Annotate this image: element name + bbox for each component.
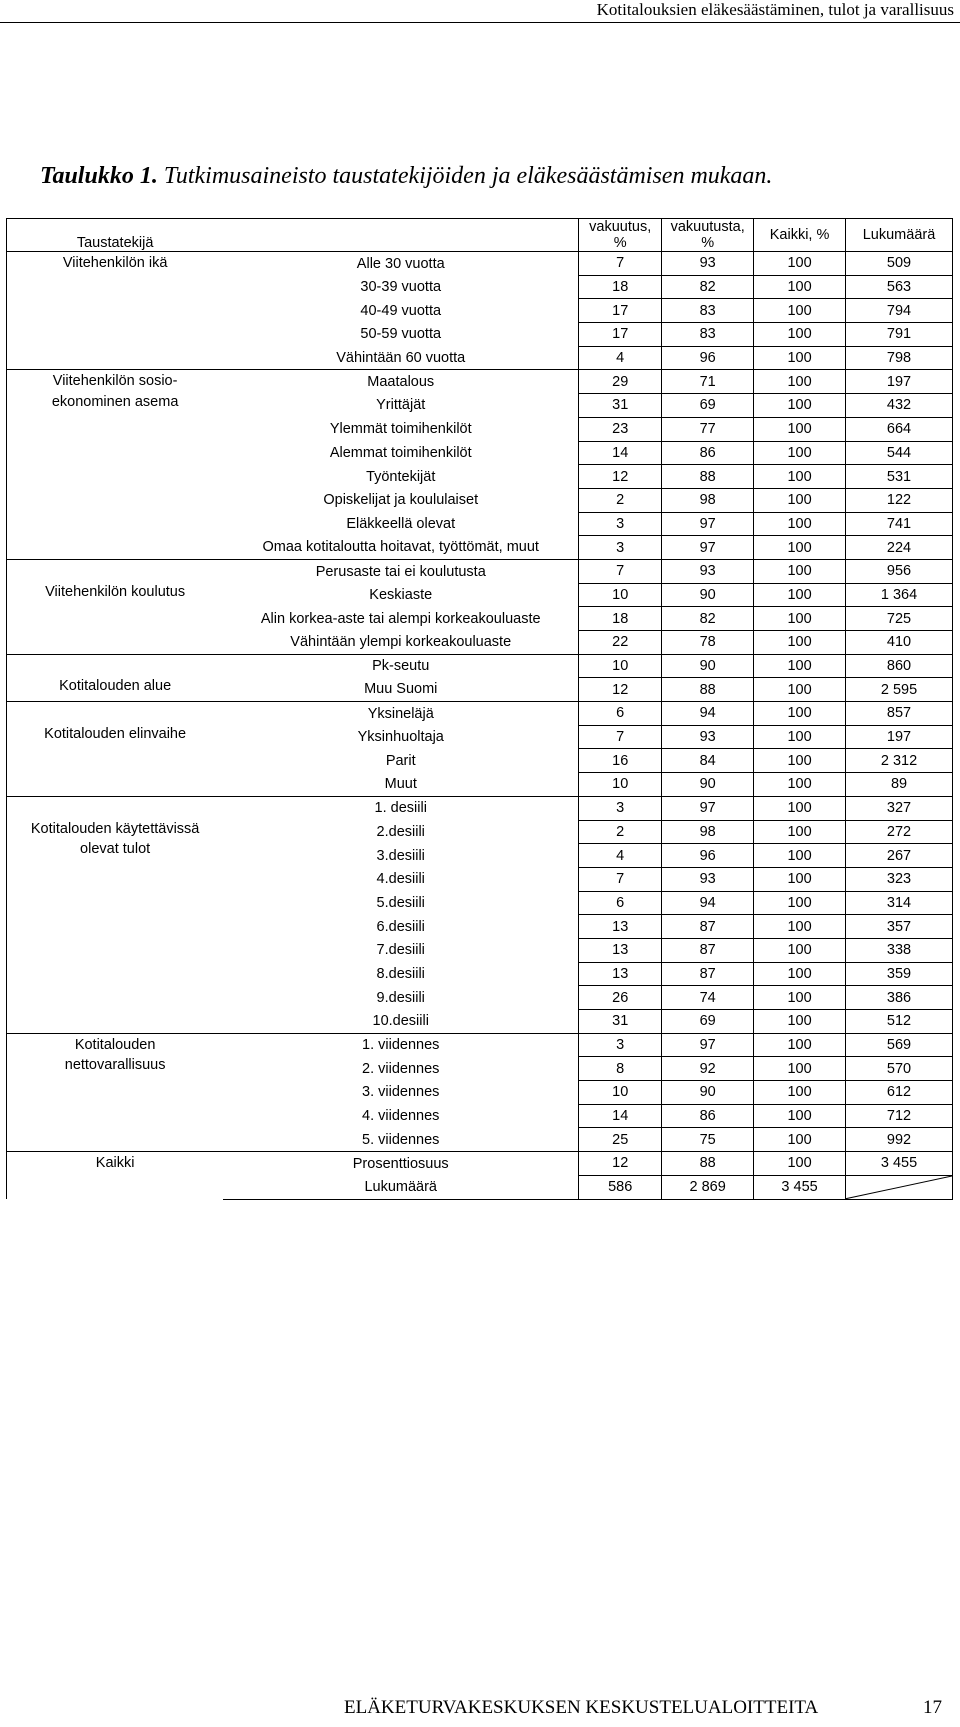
- data-table: [6, 218, 953, 1200]
- value-insured: 14: [579, 441, 662, 465]
- value-insured: 14: [579, 1104, 662, 1128]
- group-label-line: [7, 658, 223, 679]
- row-category: Yrittäjät: [376, 397, 426, 414]
- group-label-line: [7, 800, 223, 821]
- group-label: [7, 370, 224, 560]
- row-category: 1. desiili: [223, 796, 578, 820]
- group-label: [7, 654, 224, 701]
- header-not-insured-line2: %: [701, 235, 715, 251]
- value-not-insured: 94: [662, 702, 754, 726]
- count-category: Lukumäärä: [223, 1175, 578, 1199]
- value-total: 100: [754, 1081, 846, 1105]
- header-insured: [579, 219, 662, 252]
- value-count: 791: [846, 323, 953, 347]
- value-insured: 31: [579, 394, 662, 418]
- group-label-line: Kotitalouden käytettävissä: [30, 820, 200, 837]
- header-group: Taustatekijä: [7, 219, 224, 252]
- value-total: 100: [754, 607, 846, 631]
- value-count: 725: [846, 607, 953, 631]
- table-caption: [40, 163, 772, 190]
- row-category: Perusaste tai ei koulutusta: [223, 559, 578, 583]
- value-not-insured: 97: [662, 1033, 754, 1057]
- value-total: 100: [754, 773, 846, 797]
- value-count: 570: [846, 1057, 953, 1081]
- value-not-insured: 69: [662, 1010, 754, 1034]
- row-category: Yksinhuoltaja: [357, 729, 444, 746]
- empty-diagonal-cell: [846, 1175, 953, 1199]
- value-insured: 13: [579, 915, 662, 939]
- value-count: 89: [846, 773, 953, 797]
- group-label: [7, 702, 224, 797]
- row-category: 10.desiili: [372, 1013, 429, 1030]
- value-insured: 18: [579, 275, 662, 299]
- value-count: 359: [846, 962, 953, 986]
- value-not-insured: 98: [662, 488, 754, 512]
- header-total: Kaikki, %: [754, 219, 846, 252]
- group-label-line: [7, 563, 223, 584]
- value-insured: 18: [579, 607, 662, 631]
- value-count: 563: [846, 275, 953, 299]
- group-label-line: Viitehenkilön ikä: [62, 255, 168, 271]
- value-count: 794: [846, 299, 953, 323]
- group-label-line: Kotitalouden elinvaihe: [44, 725, 187, 742]
- value-count: 267: [846, 844, 953, 868]
- value-not-insured: 86: [662, 441, 754, 465]
- value-insured: 8: [579, 1057, 662, 1081]
- row-category: Omaa kotitaloutta hoitavat, työttömät, muut: [262, 539, 539, 556]
- value-count: 410: [846, 631, 953, 655]
- value-not-insured: 90: [662, 1081, 754, 1105]
- row-category: 6.desiili: [376, 918, 425, 935]
- value-count: 569: [846, 1033, 953, 1057]
- header-insured-line1: vakuutus,: [589, 219, 652, 235]
- value-count: 741: [846, 512, 953, 536]
- row-category: 3.desiili: [376, 847, 425, 864]
- value-not-insured: 92: [662, 1057, 754, 1081]
- value-count: 531: [846, 465, 953, 489]
- value-not-insured: 74: [662, 986, 754, 1010]
- value-insured: 3: [579, 512, 662, 536]
- row-category: Parit: [385, 752, 416, 769]
- value-insured: 2: [579, 820, 662, 844]
- row-category: Eläkkeellä olevat: [346, 515, 456, 532]
- value-total: 100: [754, 986, 846, 1010]
- row-category: Muu Suomi: [364, 681, 438, 698]
- value-count: 544: [846, 441, 953, 465]
- value-count: 1 364: [846, 583, 953, 607]
- group-label-line: Viitehenkilön koulutus: [45, 583, 186, 600]
- value-count: 612: [846, 1081, 953, 1105]
- diagonal-line: [846, 1176, 952, 1199]
- value-not-insured: 87: [662, 962, 754, 986]
- value-not-insured: 83: [662, 299, 754, 323]
- total-percent-row: [7, 1152, 953, 1176]
- value-count: 122: [846, 488, 953, 512]
- value-total: 100: [754, 536, 846, 560]
- value-count: 197: [846, 725, 953, 749]
- value-count: 956: [846, 559, 953, 583]
- value-not-insured: 84: [662, 749, 754, 773]
- page-number: 17: [923, 1697, 942, 1718]
- total-total: 100: [754, 1152, 846, 1176]
- group-label: [7, 559, 224, 654]
- row-category: 5. viidennes: [362, 1131, 440, 1148]
- value-insured: 4: [579, 346, 662, 370]
- header-insured-line2: %: [613, 235, 627, 251]
- value-total: 100: [754, 844, 846, 868]
- value-not-insured: 93: [662, 559, 754, 583]
- value-insured: 3: [579, 796, 662, 820]
- value-not-insured: 96: [662, 346, 754, 370]
- value-count: 327: [846, 796, 953, 820]
- group-label: [7, 252, 224, 370]
- value-count: 338: [846, 938, 953, 962]
- value-insured: 7: [579, 252, 662, 276]
- group-label-line: Kotitalouden: [74, 1036, 156, 1053]
- row-category: Maatalous: [223, 370, 578, 394]
- value-insured: 10: [579, 583, 662, 607]
- group-label-line: nettovarallisuus: [64, 1057, 166, 1074]
- value-insured: 17: [579, 323, 662, 347]
- value-total: 100: [754, 796, 846, 820]
- value-total: 100: [754, 1104, 846, 1128]
- value-not-insured: 75: [662, 1128, 754, 1152]
- row-category: Pk-seutu: [223, 654, 578, 678]
- row-category: 4. viidennes: [362, 1108, 440, 1125]
- table-row: [7, 796, 953, 820]
- value-total: 100: [754, 323, 846, 347]
- row-category: 50-59 vuotta: [360, 326, 442, 343]
- value-total: 100: [754, 867, 846, 891]
- value-total: 100: [754, 1010, 846, 1034]
- value-not-insured: 93: [662, 867, 754, 891]
- value-total: 100: [754, 1057, 846, 1081]
- header-row: [7, 219, 953, 252]
- value-insured: 13: [579, 938, 662, 962]
- row-category: Muut: [384, 776, 417, 793]
- value-not-insured: 82: [662, 607, 754, 631]
- row-category: 1. viidennes: [223, 1033, 578, 1057]
- value-insured: 3: [579, 1033, 662, 1057]
- value-insured: 10: [579, 1081, 662, 1105]
- value-not-insured: 90: [662, 583, 754, 607]
- value-not-insured: 97: [662, 796, 754, 820]
- value-insured: 6: [579, 891, 662, 915]
- value-insured: 22: [579, 631, 662, 655]
- value-total: 100: [754, 1128, 846, 1152]
- row-category: 8.desiili: [376, 965, 425, 982]
- value-total: 100: [754, 654, 846, 678]
- value-count: 512: [846, 1010, 953, 1034]
- value-not-insured: 77: [662, 417, 754, 441]
- value-not-insured: 86: [662, 1104, 754, 1128]
- value-count: 860: [846, 654, 953, 678]
- value-total: 100: [754, 417, 846, 441]
- value-insured: 6: [579, 702, 662, 726]
- group-label: [7, 796, 224, 1033]
- row-category: Vähintään ylempi korkeakouluaste: [290, 634, 512, 651]
- footer-publisher: ELÄKETURVAKESKUKSEN KESKUSTELUALOITTEITA: [344, 1697, 819, 1718]
- value-not-insured: 94: [662, 891, 754, 915]
- row-category: 4.desiili: [376, 871, 425, 888]
- value-total: 100: [754, 370, 846, 394]
- count-insured: 586: [579, 1175, 662, 1199]
- value-total: 100: [754, 394, 846, 418]
- value-count: 432: [846, 394, 953, 418]
- row-category: 3. viidennes: [362, 1084, 440, 1101]
- value-insured: 12: [579, 465, 662, 489]
- value-not-insured: 96: [662, 844, 754, 868]
- row-category: Vähintään 60 vuotta: [336, 349, 466, 366]
- value-not-insured: 90: [662, 654, 754, 678]
- row-category: Alle 30 vuotta: [223, 252, 578, 276]
- value-not-insured: 97: [662, 512, 754, 536]
- value-insured: 7: [579, 725, 662, 749]
- row-category: 9.desiili: [376, 989, 425, 1006]
- value-insured: 4: [579, 844, 662, 868]
- caption-text: Tutkimusaineisto taustatekijöiden ja eläkesäästämisen mukaan.: [163, 163, 773, 189]
- value-not-insured: 97: [662, 536, 754, 560]
- value-count: 224: [846, 536, 953, 560]
- value-total: 100: [754, 938, 846, 962]
- value-count: 357: [846, 915, 953, 939]
- value-total: 100: [754, 252, 846, 276]
- value-not-insured: 93: [662, 725, 754, 749]
- row-category: 5.desiili: [376, 894, 425, 911]
- value-total: 100: [754, 962, 846, 986]
- value-total: 100: [754, 488, 846, 512]
- row-category: Yksineläjä: [223, 702, 578, 726]
- header-not-insured-line1: vakuutusta,: [670, 219, 745, 235]
- value-total: 100: [754, 299, 846, 323]
- header-count: Lukumäärä: [846, 219, 953, 252]
- value-not-insured: 87: [662, 938, 754, 962]
- row-category: Keskiaste: [369, 586, 433, 603]
- row-category: 40-49 vuotta: [360, 302, 442, 319]
- value-total: 100: [754, 465, 846, 489]
- group-label: [7, 1033, 224, 1151]
- row-category: 2.desiili: [376, 823, 425, 840]
- table-row: [7, 252, 953, 276]
- value-insured: 3: [579, 536, 662, 560]
- value-count: 992: [846, 1128, 953, 1152]
- value-count: 386: [846, 986, 953, 1010]
- value-total: 100: [754, 583, 846, 607]
- table-row: [7, 702, 953, 726]
- value-total: 100: [754, 749, 846, 773]
- row-category: Opiskelijat ja koululaiset: [323, 492, 479, 509]
- table-row: [7, 370, 953, 394]
- row-category: 7.desiili: [376, 942, 425, 959]
- value-insured: 16: [579, 749, 662, 773]
- header-not-insured: [662, 219, 754, 252]
- value-count: 712: [846, 1104, 953, 1128]
- header-rule: [0, 22, 960, 23]
- value-insured: 12: [579, 678, 662, 702]
- group-label-line: olevat tulot: [80, 841, 151, 858]
- value-count: 664: [846, 417, 953, 441]
- value-not-insured: 83: [662, 323, 754, 347]
- value-insured: 2: [579, 488, 662, 512]
- group-label-line: Kotitalouden alue: [59, 678, 172, 695]
- value-insured: 7: [579, 559, 662, 583]
- value-insured: 10: [579, 654, 662, 678]
- row-category: Ylemmät toimihenkilöt: [329, 421, 472, 438]
- total-count: 3 455: [846, 1152, 953, 1176]
- value-total: 100: [754, 275, 846, 299]
- value-total: 100: [754, 512, 846, 536]
- header-category: [223, 219, 578, 252]
- row-category: Työntekijät: [366, 468, 436, 485]
- value-total: 100: [754, 559, 846, 583]
- total-category: Prosenttiosuus: [223, 1152, 578, 1176]
- value-count: 2 312: [846, 749, 953, 773]
- value-count: 798: [846, 346, 953, 370]
- value-insured: 13: [579, 962, 662, 986]
- count-total: 3 455: [754, 1175, 846, 1199]
- row-category: Alemmat toimihenkilöt: [329, 444, 472, 461]
- value-total: 100: [754, 725, 846, 749]
- value-total: 100: [754, 702, 846, 726]
- value-total: 100: [754, 441, 846, 465]
- caption-label: Taulukko 1.: [40, 163, 158, 189]
- value-insured: 23: [579, 417, 662, 441]
- value-total: 100: [754, 891, 846, 915]
- group-label-line: ekonominen asema: [51, 394, 179, 411]
- value-total: 100: [754, 678, 846, 702]
- value-total: 100: [754, 1033, 846, 1057]
- value-not-insured: 93: [662, 252, 754, 276]
- value-insured: 29: [579, 370, 662, 394]
- row-category: 2. viidennes: [362, 1060, 440, 1077]
- value-count: 509: [846, 252, 953, 276]
- value-not-insured: 82: [662, 275, 754, 299]
- total-not-insured: 88: [662, 1152, 754, 1176]
- value-not-insured: 87: [662, 915, 754, 939]
- value-total: 100: [754, 631, 846, 655]
- value-not-insured: 69: [662, 394, 754, 418]
- table-row: [7, 559, 953, 583]
- value-not-insured: 90: [662, 773, 754, 797]
- row-category: Alin korkea-aste tai alempi korkeakouluaste: [260, 610, 541, 627]
- value-total: 100: [754, 820, 846, 844]
- value-not-insured: 88: [662, 465, 754, 489]
- total-label: Kaikki: [7, 1152, 224, 1199]
- total-insured: 12: [579, 1152, 662, 1176]
- running-head-title: Kotitalouksien eläkesäästäminen, tulot ja varallisuus: [596, 0, 954, 19]
- table-row: [7, 654, 953, 678]
- value-insured: 31: [579, 1010, 662, 1034]
- value-count: 314: [846, 891, 953, 915]
- count-not-insured: 2 869: [662, 1175, 754, 1199]
- value-count: 857: [846, 702, 953, 726]
- value-not-insured: 78: [662, 631, 754, 655]
- value-insured: 26: [579, 986, 662, 1010]
- group-label-line: [7, 705, 223, 726]
- value-total: 100: [754, 915, 846, 939]
- table-row: [7, 1033, 953, 1057]
- value-insured: 25: [579, 1128, 662, 1152]
- value-count: 272: [846, 820, 953, 844]
- value-total: 100: [754, 346, 846, 370]
- row-category: 30-39 vuotta: [360, 279, 442, 296]
- group-label-line: Viitehenkilön sosio-: [52, 373, 178, 390]
- value-count: 323: [846, 867, 953, 891]
- value-count: 197: [846, 370, 953, 394]
- value-insured: 17: [579, 299, 662, 323]
- value-not-insured: 98: [662, 820, 754, 844]
- value-not-insured: 71: [662, 370, 754, 394]
- value-not-insured: 88: [662, 678, 754, 702]
- value-insured: 7: [579, 867, 662, 891]
- value-insured: 10: [579, 773, 662, 797]
- value-count: 2 595: [846, 678, 953, 702]
